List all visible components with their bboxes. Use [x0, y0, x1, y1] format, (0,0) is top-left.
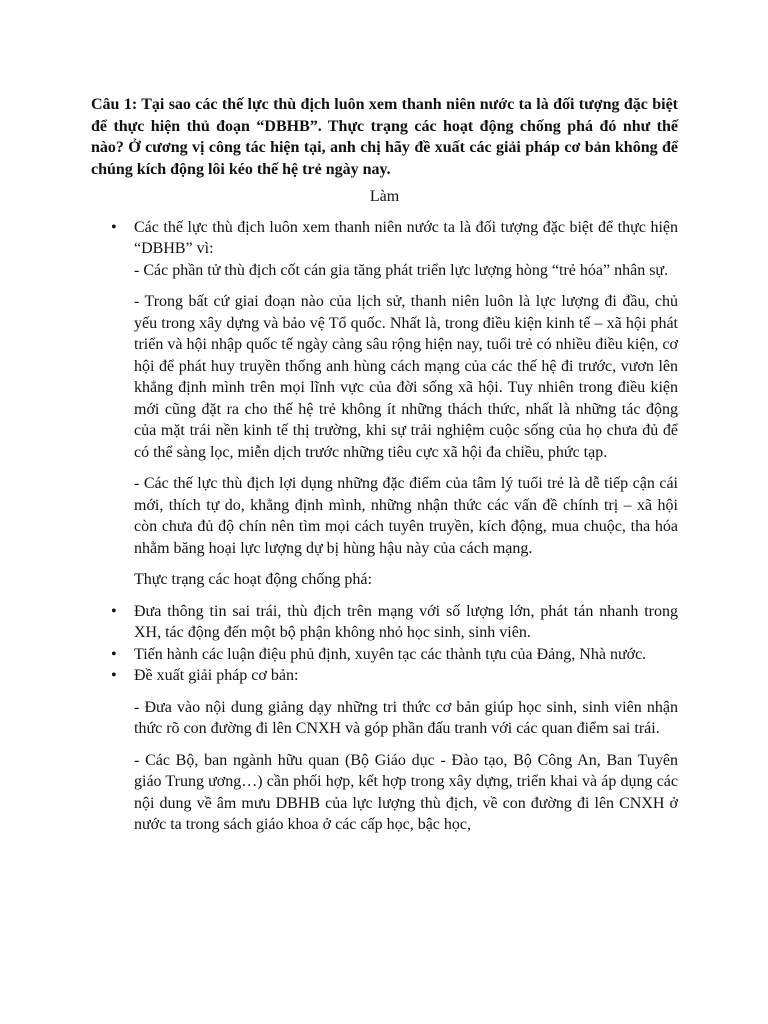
list-item	[91, 665, 678, 687]
reason-point-1: - Các phần tử thù địch cốt cán gia tăng phát triển lực lượng hòng “trẻ hóa” nhân sự.	[134, 261, 669, 279]
question-text: Câu 1: Tại sao các thế lực thù địch luôn xem thanh niên nước ta là đối tượng đặc biệt để thực hiện thủ đoạn “DBHB”. Thực trạng các hoạt động chống phá đó như thế nào? Ở cương vị công tác hiện tại, anh chị hãy đề xuất các giải pháp cơ bản không để chúng kích động lôi kéo thế hệ trẻ ngày nay.	[91, 96, 678, 178]
reason-point-2: - Trong bất cứ giai đoạn nào của lịch sử, thanh niên luôn là lực lượng đi đầu, chủ yếu trong xây dựng và bảo vệ Tổ quốc. Nhất là, trong điều kiện kinh tế – xã hội phát triển và hội nhập quốc tế ngày càng sâu rộng hiện nay, tuổi trẻ có nhiều điều kiện, cơ hội để phát huy truyền thống anh hùng cách mạng của các thế hệ đi trước, vươn lên khẳng định mình trên mọi lĩnh vực của đời sống xã hội. Tuy nhiên trong điều kiện mới cũng đặt ra cho thế hệ trẻ không ít những thách thức, nhất là những tác động của mặt trái nền kinh tế thị trường, khi sự trải nghiệm cuộc sống của họ chưa đủ để có thể sàng lọc, miễn dịch trước những tiêu cực xã hội đa chiều, phức tạp.	[134, 293, 678, 461]
solutions-bullet: • Đề xuất giải pháp cơ bản:	[134, 667, 299, 684]
list-item	[91, 601, 678, 644]
section-status	[91, 601, 678, 687]
answer-heading: Làm	[369, 188, 400, 205]
list-item	[91, 217, 678, 282]
document-page	[91, 94, 678, 836]
section-reasons	[91, 217, 678, 282]
reason-point-3: - Các thế lực thù địch lợi dụng những đặc điểm của tâm lý tuổi trẻ là dễ tiếp cận cái mới, thích tự do, khẳng định mình, những nhận thức các vấn đề chính trị – xã hội còn chưa đủ độ chín nên tìm mọi cách tuyên truyền, kích động, mua chuộc, tha hóa nhằm băng hoại lực lượng dự bị hùng hậu này của cách mạng.	[134, 475, 678, 557]
status-heading: Thực trạng các hoạt động chống phá:	[134, 571, 372, 588]
status-bullet-2: • Tiến hành các luận điệu phủ định, xuyên tạc các thành tựu của Đảng, Nhà nước.	[134, 645, 647, 663]
solution-point-1: - Đưa vào nội dung giảng dạy những tri thức cơ bản giúp học sinh, sinh viên nhận thức rõ con đường đi lên CNXH và góp phần đấu tranh với các quan điểm sai trái.	[134, 698, 678, 737]
solution-point-2: - Các Bộ, ban ngành hữu quan (Bộ Giáo dục - Đào tạo, Bộ Công An, Ban Tuyên giáo Trung ương…) cần phối hợp, kết hợp trong xây dựng, triển khai và áp dụng các nội dung về âm mưu DBHB của lực lượng thù địch, về con đường đi lên CNXH ở nước ta trong sách giáo khoa ở các cấp học, bậc học,	[134, 751, 678, 833]
status-bullet-1: • Đưa thông tin sai trái, thù địch trên mạng với số lượng lớn, phát tán nhanh trong XH, tác động đến một bộ phận không nhỏ học sinh, sinh viên.	[134, 602, 678, 641]
list-item	[91, 644, 678, 666]
reasons-bullet: • Các thế lực thù địch luôn xem thanh niên nước ta là đối tượng đặc biệt để thực hiện “DBHB” vì:	[134, 218, 678, 257]
